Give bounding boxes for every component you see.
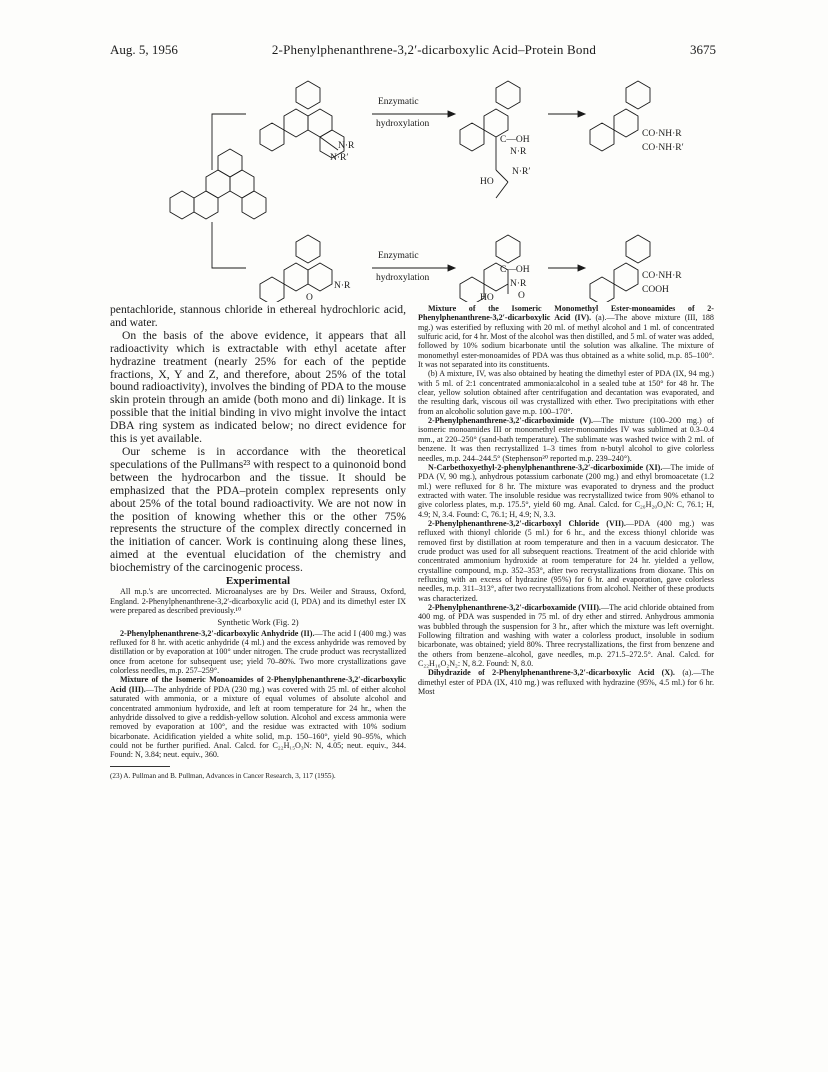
dba-ring-1	[170, 191, 194, 219]
paragraph-body: —The mixture (100–200 mg.) of isomeric monoamides III or monomethyl ester-monoamides IV was sublimed at 0.3–0.4 mm., at 220–250° (sand-bath temperature). The sublimate was washed twice with 2 ml. of benzene. It was then recrystallized 1–3 times from n-butyl alcohol to give colorless needles, m.p. 244–244.5° (Stephenson²⁰ reported m.p. 239–240°).	[418, 416, 715, 463]
paragraph-dicarboxamide	[418, 603, 714, 668]
paragraph: All m.p.'s are uncorrected. Microanalyses are by Drs. Weiler and Strauss, Oxford, England. 2-Phenylphenanthrene-3,2′-dicarboxylic acid (I, PDA) and its dimethyl ester IX were prepared as described previously.¹⁰	[110, 587, 406, 616]
bottom-mid-coh: C—OH	[500, 265, 530, 275]
top-right-2: CO·NH·R′	[642, 143, 684, 153]
paragraph-ester-monoamides	[418, 304, 714, 369]
top-mid-nr: N·R	[510, 147, 527, 157]
right-column	[418, 304, 714, 696]
paragraph-body: (a).—The dimethyl ester of PDA (IX, 410 mg.) was refluxed with hydrazine (95%, 4.5 ml.) for 6 hr. Most	[418, 668, 714, 697]
bottom-left-o: O	[306, 293, 313, 302]
paragraph-dihydrazide	[418, 668, 714, 696]
top-mid-nr2: N·R′	[512, 167, 531, 177]
top-left-nr2: N·R′	[330, 153, 349, 163]
branch-line-top	[212, 114, 246, 170]
paragraph-body: —The anhydride of PDA (230 mg.) was covered with 25 ml. of either alcohol saturated with ammonia, or a mixture of equal volumes of absolute alcohol and concentrated ammonium hydroxide, and left at room temperature for 24 hr., when the anhydride dissolved to give a reddish-yellow solution. Alcohol and excess ammonia were removed by evaporation at 100°, and the residue was extracted with 10% sodium bicarbonate. Acidification yielded a white solid, m.p. 150–160°, yield 90–95%, which could not be further purified. Anal. Calcd. for C₂₂H₁₅O₃N: N, 4.05; neut. equiv., 344. Found: N, 3.84; neut. equiv., 360.	[110, 684, 406, 760]
bottom-mid-o: O	[518, 291, 525, 301]
header-title: 2-Phenylphenanthrene-3,2′-dicarboxylic Acid–Protein Bond	[271, 42, 597, 57]
paragraph-body: —PDA (400 mg.) was refluxed with thionyl chloride (5 ml.) for 6 hr., and the excess thionyl chloride was removed first by distillation at room temperature and then in a vacuum desiccator. The crude product was used for all subsequent reactions. Treatment of the acid chloride with concentrated ammonium hydroxide at room temperature for 24 hr. yielded a yellow, crystalline compound, m.p. 352–353°, after two recrystallizations from dioxane. This on refluxing with an excess of hydrazine (95%) for 6 hr. and evaporation, gave colorless needles, m.p. 311–313°, after two recrystallizations from alcohol. Neither of these products was characterized.	[418, 518, 714, 603]
paragraph: (b) A mixture, IV, was also obtained by heating the dimethyl ester of PDA (IX, 94 mg.) with 5 ml. of 2:1 concentrated ammonia:alcohol in a sealed tube at 150° for 48 hr. The clear, yellow solution obtained after centrifugation and decantation was evaporated, and the resulting dark, viscous oil was crystallized with ether. Two precipitations with ether from an alcoholic solution gave m.p. 100–170°.	[418, 369, 714, 416]
paragraph-dicarboximide	[418, 416, 714, 463]
paragraph-body: —The acid chloride obtained from 400 mg. of PDA was suspended in 75 ml. of dry ether and stirred. Anhydrous ammonia was bubbled through the suspension for 3 hr., after which the mixture was left overnight. Following filtration and washing with water a colorless product, insoluble in sodium bicarbonate, was obtained; yield 80%. Three recrystallizations, the first from benzene and the others from benzene–alcohol, gave needles, m.p. 271.5–272.5°. Anal. Calcd. for C₂₂H₁₆O₂N₂: N, 8.2. Found: N, 8.0.	[418, 603, 715, 669]
paragraph-body: (a).—The above mixture (III, 188 mg.) was esterified by refluxing with 20 ml. of methyl alcohol and 1 ml. of concentrated sulfuric acid, for 4 hr. Most of the alcohol was then distilled, and 5 ml. of water was added, followed by 10% sodium bicarbonate until the solution was alkaline. The mixture of monomethyl ester-monoamides of PDA was thus obtained as a white solid, m.p. 85–100°. It was not separated into its constituents.	[418, 313, 714, 370]
paragraph-body: —The acid I (400 mg.) was refluxed for 8 hr. with acetic anhydride (4 ml.) and the excess anhydride was removed by distillation or by evaporation at 100° under nitrogen. The crude product was recrystallized once from acetone for subsequent use; yield 70–80%. Two more crystallizations gave colorless needles, m.p. 257–259°.	[110, 628, 406, 676]
compound-title: 2-Phenylphenanthrene-3,2′-dicarboxyl Chloride (VII).	[428, 518, 626, 528]
footnote-divider	[110, 766, 170, 767]
dba-ring-2	[194, 191, 218, 219]
dba-ring-6	[242, 191, 266, 219]
reaction-scheme	[150, 70, 730, 302]
footnote: (23) A. Pullman and B. Pullman, Advances in Cancer Research, 3, 117 (1955).	[110, 771, 336, 780]
paragraph: pentachloride, stannous chloride in ethereal hydrochloric acid, and water.	[110, 303, 406, 329]
section-heading-experimental: Experimental	[225, 575, 291, 588]
top-mid-ho: HO	[480, 177, 494, 187]
compound-title: 2-Phenylphenanthrene-3,2′-dicarboxamide (VIII).	[428, 603, 601, 612]
reaction-scheme-drawing	[150, 70, 730, 302]
top-mid-coh: C—OH	[500, 135, 530, 145]
dba-ring-5	[230, 170, 254, 198]
paragraph-monoamides	[110, 675, 406, 759]
paragraph: Our scheme is in accordance with the theoretical speculations of the Pullmans²³ with respect to a quinonoid bond between the hydrocarbon and the tissue. It should be emphasized that the PDA–protein complex represents only about 25% of the total bound radioactivity. We are not now in the position of knowing whether this or the other 75% represents the structure of the complex directly concerned in the initiation of cancer. Work is continuing along these lines, aimed at the eventual elucidation of the chemistry and biochemistry of the carcinogenic process.	[110, 444, 406, 575]
top-right-1: CO·NH·R	[642, 129, 682, 139]
compound-title: 2-Phenylphenanthrene-3,2′-dicarboximide (V).	[428, 416, 594, 426]
compound-title: N-Carbethoxyethyl-2-phenylphenanthrene-3,2′-dicarboximide (XI).	[428, 462, 663, 472]
branch-line-bottom	[212, 222, 246, 268]
dba-ring-4	[218, 149, 242, 177]
top-left-nr: N·R	[338, 141, 355, 151]
subsection-heading: Synthetic Work (Fig. 2)	[217, 617, 299, 628]
discussion-text	[110, 304, 406, 575]
left-column	[110, 304, 406, 780]
bottom-mid-nr: N·R	[510, 279, 527, 289]
compound-title: Mixture of the Isomeric Monomethyl Ester-monoamides of 2-Phenylphenanthrene-3,2′-dicarboxylic Acid (IV).	[418, 304, 714, 323]
paragraph-carbethoxyethyl	[418, 463, 714, 519]
bottom-mid-ho: HO	[480, 293, 494, 302]
paragraph-dicarboxyl-chloride	[418, 519, 714, 603]
top-arrow-label-2: hydroxylation	[376, 119, 430, 129]
compound-title: Dihydrazide of 2-Phenylphenanthrene-3,2′-dicarboxylic Acid (X).	[428, 668, 675, 678]
compound-title: 2-Phenylphenanthrene-3,2′-dicarboxylic Anhydride (II).	[120, 628, 315, 638]
bottom-left-nr: N·R	[334, 281, 351, 291]
paragraph: On the basis of the above evidence, it appears that all radioactivity which is extractable with ethyl acetate after hydrazine treatment (nearly 25% for each of the peptide fractions, X, Y and Z, and therefore, about 25% of the total bound radioactivity), involves the binding of PDA to the mouse skin protein through an amide (both mono and di) linkage. It is possible that the initial binding in vivo might involve the intact DBA ring system as indicated below; no direct evidence for this is yet available.	[110, 328, 406, 446]
compound-title: Mixture of the Isomeric Monoamides of 2-Phenylphenanthrene-3,2′-dicarboxylic Acid (III).	[110, 675, 406, 694]
bottom-right-1: CO·NH·R	[642, 271, 682, 281]
top-arrow-label-1: Enzymatic	[378, 97, 419, 107]
dba-ring-3	[206, 170, 230, 198]
header-page-number: 3675	[690, 42, 716, 57]
bottom-arrow-label-1: Enzymatic	[378, 251, 419, 261]
paragraph-anhydride	[110, 629, 406, 676]
bottom-arrow-label-2: hydroxylation	[376, 273, 430, 283]
running-header	[110, 42, 716, 58]
header-date: Aug. 5, 1956	[110, 42, 178, 57]
bottom-right-2: COOH	[642, 285, 669, 295]
paragraph-body: —The imide of PDA (V, 90 mg.), anhydrous potassium carbonate (200 mg.) and ethyl bromoacetate (1.2 ml.) were refluxed for 8 hr. The mixture was evaporated to dryness and the product extracted with water. The insoluble residue was recrystallized twice from 90% ethanol to give colorless plates, m.p. 175.5°, yield 60 mg. Anal. Calcd. for C₂₆H₂₀O₄N: C, 76.1; H, 4.9; N, 3.4. Found: C, 76.1; H, 4.9; N, 3.3.	[418, 462, 714, 519]
